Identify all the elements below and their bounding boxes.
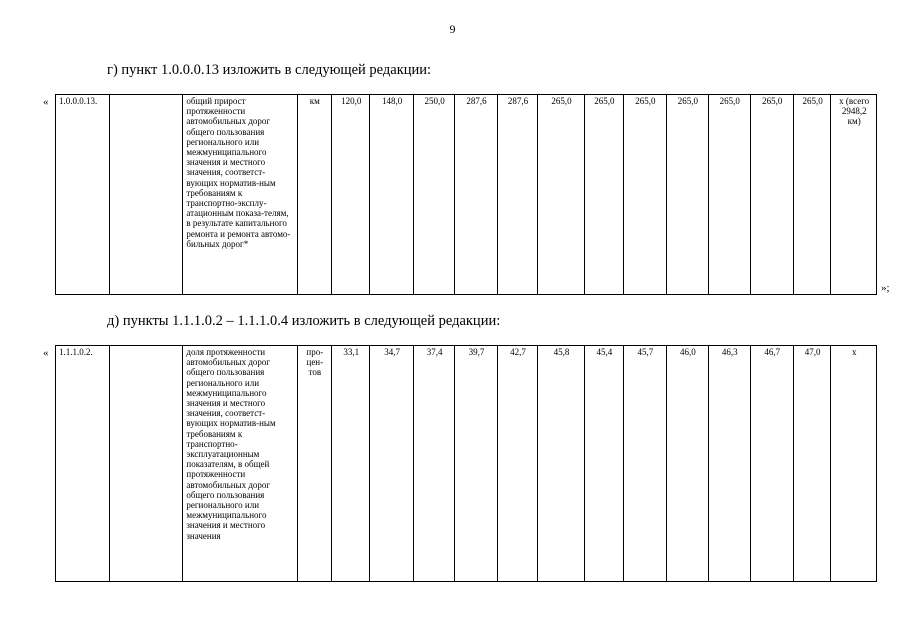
value-cell: 34,7 xyxy=(370,346,413,582)
section-g-open-quote: « xyxy=(43,96,49,108)
value-cell: 39,7 xyxy=(455,346,497,582)
value-cell: 265,0 xyxy=(584,95,623,295)
section-g-close-quote: »; xyxy=(881,282,890,294)
value-cell: 45,4 xyxy=(584,346,623,582)
empty-cell xyxy=(109,346,183,582)
value-cell: 287,6 xyxy=(455,95,497,295)
section-d-open-quote: « xyxy=(43,347,49,359)
value-cell: 46,3 xyxy=(709,346,750,582)
value-cell: 45,8 xyxy=(538,346,585,582)
table-row xyxy=(56,95,877,295)
value-cell: 33,1 xyxy=(332,346,370,582)
unit-cell: км xyxy=(297,95,331,295)
value-cell: 265,0 xyxy=(750,95,793,295)
section-d-heading: д) пункты 1.1.1.0.2 – 1.1.1.0.4 изложить в следующей редакции: xyxy=(107,313,501,329)
value-cell: 265,0 xyxy=(624,95,666,295)
value-cell: 45,7 xyxy=(624,346,666,582)
section-g-table xyxy=(55,94,877,295)
value-cell: 46,0 xyxy=(666,346,708,582)
indicator-name: общий прирост протяженности автомобильных дорог общего пользования регионального или межмуниципального значения и местного значения, соответст-вующих норматив-ным требованиям к транспортно-эксплу-атационным показа-телям, в результате капитального ремонта и ремонта автомо-бильных дорог* xyxy=(183,95,297,295)
total-cell: х xyxy=(831,346,877,582)
total-cell: х (всего 2948,2 км) xyxy=(831,95,877,295)
table-row xyxy=(56,346,877,582)
value-cell: 287,6 xyxy=(497,95,537,295)
row-code: 1.1.1.0.2. xyxy=(56,346,110,582)
row-code: 1.0.0.0.13. xyxy=(56,95,110,295)
value-cell: 120,0 xyxy=(332,95,370,295)
value-cell: 265,0 xyxy=(538,95,585,295)
empty-cell xyxy=(109,95,183,295)
value-cell: 250,0 xyxy=(413,95,454,295)
unit-cell: про-цен-тов xyxy=(297,346,331,582)
value-cell: 37,4 xyxy=(413,346,454,582)
value-cell: 265,0 xyxy=(709,95,750,295)
section-g-heading: г) пункт 1.0.0.0.13 изложить в следующей редакции: xyxy=(107,62,432,78)
page-number: 9 xyxy=(449,22,456,36)
value-cell: 47,0 xyxy=(793,346,830,582)
value-cell: 265,0 xyxy=(793,95,830,295)
value-cell: 46,7 xyxy=(750,346,793,582)
value-cell: 148,0 xyxy=(370,95,413,295)
section-d-table xyxy=(55,345,877,582)
value-cell: 265,0 xyxy=(666,95,708,295)
value-cell: 42,7 xyxy=(497,346,537,582)
indicator-name: доля протяженности автомобильных дорог общего пользования регионального или межмуниципального значения и местного значения, соответст-вующих норматив-ным требованиям к транспортно-эксплуатационным показателям, в общей протяженности автомобильных дорог общего пользования регионального или межмуниципального значения и местного значения xyxy=(183,346,297,582)
